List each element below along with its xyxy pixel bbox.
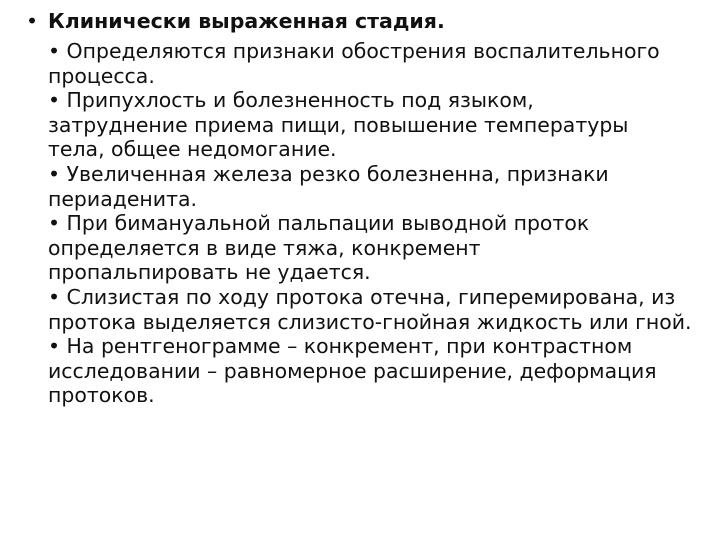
list-item-line: исследовании – равномерное расширение, деформация <box>48 358 657 383</box>
list-item <box>48 285 718 334</box>
list-item-line: затруднение приема пищи, повышение температуры <box>48 112 629 137</box>
list-item-line: определяется в виде тяжа, конкремент <box>48 235 481 260</box>
list-item <box>48 334 718 408</box>
heading-row <box>26 8 445 34</box>
list-item <box>48 162 718 211</box>
heading-title: Клинически выраженная стадия. <box>48 9 445 33</box>
list-item <box>48 211 718 285</box>
list-item-line: пропальпировать не удается. <box>48 260 371 285</box>
list-item-line: • При бимануальной пальпации выводной проток <box>48 211 590 236</box>
list-item-line: протока выделяется слизисто-гнойная жидкость или гной. <box>48 309 692 334</box>
list-item-line: • Определяются признаки обострения воспалительного <box>48 39 660 63</box>
list-item-line: протоков. <box>48 383 155 408</box>
list-item-line: процесса. <box>48 63 155 88</box>
heading-bullet: • <box>26 9 39 33</box>
sign-list <box>48 39 718 408</box>
list-item-line: тела, общее недомогание. <box>48 137 337 162</box>
list-item-line: • Увеличенная железа резко болезненна, признаки <box>48 161 609 186</box>
list-item-line: • Слизистая по ходу протока отечна, гиперемирована, из <box>48 284 676 309</box>
list-item-line: периаденита. <box>48 186 197 211</box>
list-item <box>48 88 718 162</box>
list-item-line: • Припухлость и болезненность под языком, <box>48 88 534 113</box>
list-item-line: • На рентгенограмме – конкремент, при контрастном <box>48 334 633 359</box>
list-item <box>48 39 718 88</box>
